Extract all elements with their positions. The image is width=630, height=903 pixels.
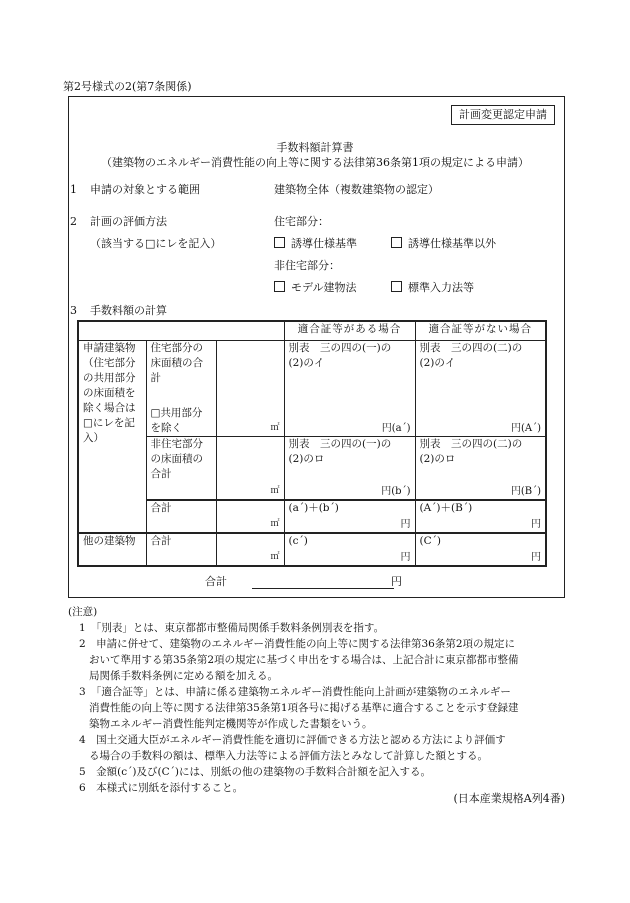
option-non-induction-spec[interactable]: 誘導仕様基準以外 bbox=[391, 237, 496, 250]
nonresidential-fee-without[interactable]: 別表 三の四の(二)の (2)のロ 円(B´) bbox=[415, 436, 546, 500]
section2-number: 2 bbox=[70, 215, 77, 228]
header-blank bbox=[78, 321, 284, 340]
subtitle: （建築物のエネルギー消費性能の向上等に関する法律第36条第1項の規定による申請） bbox=[101, 156, 529, 169]
subtotal-label: 合計 bbox=[146, 500, 216, 533]
option-induction-spec[interactable]: 誘導仕様基準 bbox=[274, 237, 357, 250]
notes-header: (注意) bbox=[68, 606, 98, 618]
section3-number: 3 bbox=[70, 304, 77, 317]
residential-label: 住宅部分： bbox=[274, 215, 329, 228]
note-item: 5 金額(c´)及び(C´)には、別紙の他の建築物の手数料合計額を記入する。 bbox=[79, 766, 431, 778]
exclude-common-checkbox[interactable]: □共用部分 bbox=[150, 406, 203, 419]
subtotal-with[interactable]: (a´)＋(b´) 円 bbox=[284, 500, 415, 533]
section3-label: 手数料額の計算 bbox=[90, 304, 167, 317]
section1-label: 申請の対象とする範囲 bbox=[90, 183, 200, 196]
nonresidential-fee-with[interactable]: 別表 三の四の(一)の (2)のロ 円(b´) bbox=[284, 436, 415, 500]
other-without[interactable]: (C´) 円 bbox=[415, 533, 546, 566]
notes-list bbox=[79, 620, 519, 796]
checkbox[interactable] bbox=[274, 281, 285, 292]
section1-number: 1 bbox=[70, 183, 77, 196]
section1-value: 建築物全体（複数建築物の認定） bbox=[274, 183, 439, 196]
header-without-cert: 適合証等がない場合 bbox=[415, 321, 546, 340]
checkbox[interactable] bbox=[391, 237, 402, 248]
other-total-label: 合計 bbox=[146, 533, 216, 566]
note-item: 2 申請に併せて、建築物のエネルギー消費性能の向上等に関する法律第36条第2項の規定に おいて準用する第35条第2項の規定に基づく申出をする場合は、上記合計に東京都都市整備 局関係手数料条例に定める額を加える。 bbox=[79, 638, 519, 682]
total-input[interactable]: 円 bbox=[252, 575, 402, 592]
note-item: 4 国土交通大臣がエネルギー消費性能を適切に評価できる方法と認める方法により評価す る場合の手数料の額は、標準入力法等による評価方法とみなして計算した額とする。 bbox=[79, 734, 506, 762]
residential-area-input[interactable]: ㎡ bbox=[216, 340, 284, 436]
checkbox[interactable] bbox=[391, 281, 402, 292]
total-label: 合計 bbox=[205, 575, 227, 588]
applied-building-label: 申請建築物 （住宅部分 の共用部分 の床面積を 除く場合は □にレを記 入） bbox=[78, 340, 146, 533]
note-item: 3 「適合証等」とは、申請に係る建築物エネルギー消費性能向上計画が建築物のエネルギー 消費性能の向上等に関する法律第35条第1項各号に掲げる基準に適合することを示す登録建 築物エネルギー消費性能判定機関等が作成した書類をいう。 bbox=[79, 686, 519, 730]
subtotal-without[interactable]: (A´)＋(B´) 円 bbox=[415, 500, 546, 533]
subtotal-area[interactable]: ㎡ bbox=[216, 500, 284, 533]
residential-area-label: 住宅部分の 床面積の合 計 □共用部分 を除く bbox=[146, 340, 216, 436]
nonresidential-label: 非住宅部分： bbox=[274, 259, 340, 272]
title: 手数料額計算書 bbox=[276, 141, 354, 154]
application-type-tag: 計画変更認定申請 bbox=[451, 105, 555, 125]
nonresidential-area-input[interactable]: ㎡ bbox=[216, 436, 284, 500]
other-with[interactable]: (c´) 円 bbox=[284, 533, 415, 566]
fee-table bbox=[77, 320, 547, 567]
paper-size-footer: (日本産業規格A列4番) bbox=[453, 792, 565, 805]
section2-label: 計画の評価方法 bbox=[90, 215, 167, 228]
residential-fee-with[interactable]: 別表 三の四の(一)の (2)のイ 円(a´) bbox=[284, 340, 415, 436]
residential-fee-without[interactable]: 別表 三の四の(二)の (2)のイ 円(A´) bbox=[415, 340, 546, 436]
checkbox[interactable] bbox=[274, 237, 285, 248]
section2-note: （該当する□にレを記入） bbox=[90, 237, 222, 250]
form-number: 第2号様式の2(第7条関係) bbox=[63, 80, 192, 93]
nonresidential-area-label: 非住宅部分 の床面積の 合計 bbox=[146, 436, 216, 500]
other-building-label: 他の建築物 bbox=[78, 533, 146, 566]
header-with-cert: 適合証等がある場合 bbox=[284, 321, 415, 340]
note-item: 6 本様式に別紙を添付すること。 bbox=[79, 782, 244, 794]
other-area[interactable]: ㎡ bbox=[216, 533, 284, 566]
option-standard-input[interactable]: 標準入力法等 bbox=[391, 281, 474, 294]
option-model-building[interactable]: モデル建物法 bbox=[274, 281, 356, 294]
note-item: 1 「別表」とは、東京都都市整備局関係手数料条例別表を指す。 bbox=[79, 622, 385, 634]
